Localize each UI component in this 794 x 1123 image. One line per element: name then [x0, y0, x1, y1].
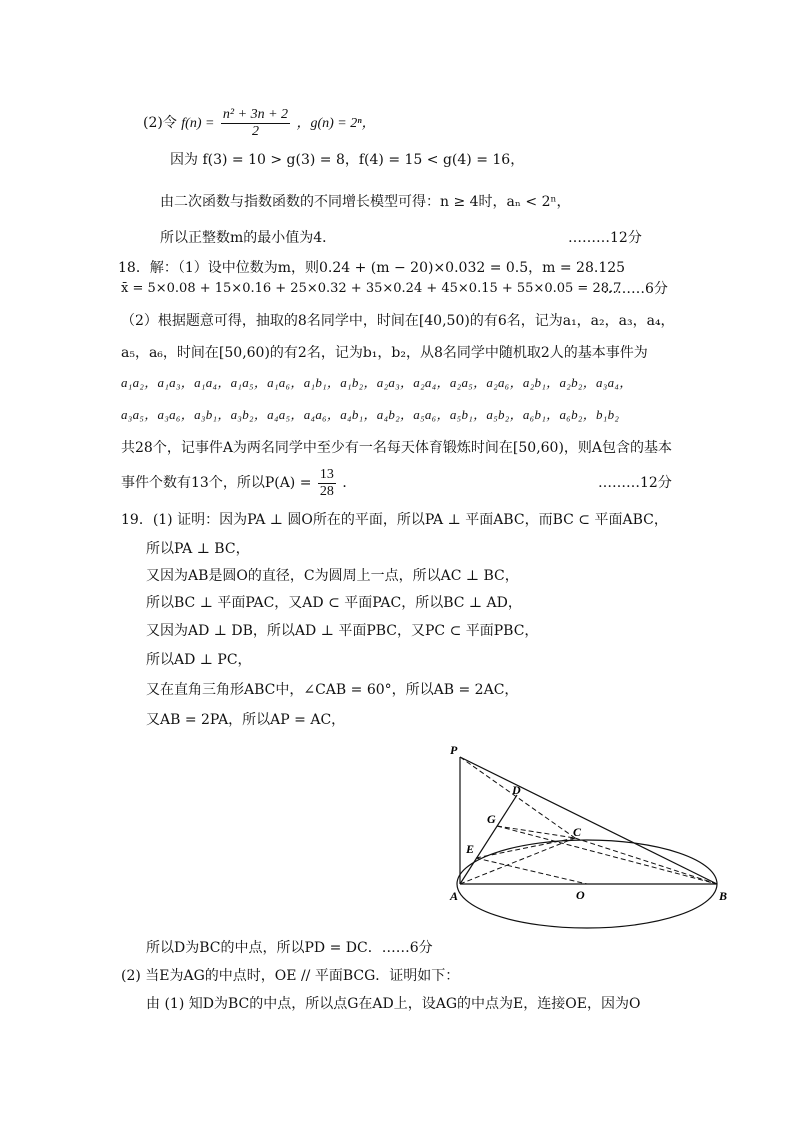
p19-line4: 所以BC ⊥ 平面PAC，又AD ⊂ 平面PAC，所以BC ⊥ AD，: [146, 595, 522, 611]
label-D: D: [512, 783, 521, 797]
pa-fraction: [318, 467, 336, 500]
p17-line1: [143, 106, 376, 140]
label-P: P: [450, 743, 458, 757]
f-lhs: f(n) =: [181, 116, 215, 131]
label-E: E: [466, 842, 475, 856]
p19-line2: 所以PA ⊥ BC，: [146, 541, 250, 557]
p19-line11: 由 (1) 知D为BC的中点，所以点G在AD上，设AG的中点为E，连接OE，因为O: [146, 996, 641, 1012]
segment-PC: [460, 757, 575, 838]
f-denominator: 2: [251, 123, 259, 139]
label-C: C: [573, 825, 582, 839]
f-numerator: n² + 3n + 2: [222, 106, 289, 122]
p18-line2: x̄ = 5×0.08 + 15×0.16 + 25×0.32 + 35×0.24 + 45×0.15 + 55×0.05 = 28.7: [121, 281, 622, 296]
p18-line4: a₅，a₆，时间在[50,60)的有2名，记为b₁，b₂，从8名同学中随机取2人的基本事件为: [121, 345, 648, 361]
f-fraction: [221, 107, 290, 140]
p17-line1-suffix: ，g(n) = 2ⁿ，: [296, 116, 376, 131]
label-O: O: [576, 888, 585, 902]
p18-score-12: ………12分: [598, 475, 672, 491]
p19-line7: 又在直角三角形ABC中，∠CAB = 60°，所以AB = 2AC，: [146, 682, 519, 698]
p17-line4: 所以正整数m的最小值为4．: [160, 230, 337, 246]
p19-line8: 又AB = 2PA，所以AP = AC，: [146, 712, 346, 728]
segment-AD: [460, 795, 517, 884]
p17-line2: 因为 f(3) = 10 > g(3) = 8，f(4) = 15 < g(4) = 16，: [170, 152, 525, 168]
p19-line3: 又因为AB是圆O的直径，C为圆周上一点，所以AC ⊥ BC，: [146, 568, 519, 584]
p18-line5: a₁a₂，a₁a₃，a₁a₄，a₁a₅，a₁a₆，a₁b₁，a₁b₂，a₂a₃，a₂a₄，a₂a₅，a₂a₆，a₂b₁，a₂b₂，a₃a₄，: [121, 375, 633, 390]
p17-score: ………12分: [568, 230, 642, 246]
p18-score-6: ………6分: [603, 281, 668, 297]
p19-line10: (2) 当E为AG的中点时，OE // 平面BCG．证明如下：: [121, 968, 460, 984]
p18-line3: （2）根据题意可得，抽取的8名同学中，时间在[40,50)的有6名，记为a₁，a₂，a₃，a₄，: [121, 313, 675, 329]
p17-line1-prefix: (2)令: [143, 115, 177, 131]
p19-line5: 又因为AD ⊥ DB，所以AD ⊥ 平面PBC，又PC ⊂ 平面PBC，: [146, 623, 539, 639]
p18-line7: 共28个，记事件A为两名同学中至少有一名每天体育锻炼时间在[50,60)，则A包含的基本: [121, 440, 673, 456]
geometry-figure: [440, 740, 760, 940]
p18-line8: [121, 466, 356, 500]
label-B: B: [719, 889, 728, 903]
p18-line6: a₃a₅，a₃a₆，a₃b₁，a₃b₂，a₄a₅，a₄a₆，a₄b₁，a₄b₂，a₅a₆，a₅b₁，a₅b₂，a₆b₁，a₆b₂，b₁b₂: [121, 407, 620, 422]
p18-line1: 18．解：（1）设中位数为m，则0.24 + (m − 20)×0.032 = 0.5，m = 28.125: [118, 260, 626, 276]
pa-numerator: 13: [319, 466, 334, 482]
p19-line9: 所以D为BC的中点，所以PD = DC．……6分: [146, 940, 433, 956]
p17-line3: 由二次函数与指数函数的不同增长模型可得：n ≥ 4时，aₙ < 2ⁿ，: [160, 194, 571, 210]
p18-line8-suffix: ．: [342, 475, 357, 491]
segment-PB: [460, 757, 717, 884]
p19-line6: 所以AD ⊥ PC，: [146, 652, 252, 668]
label-G: G: [487, 812, 496, 826]
pa-denominator: 28: [319, 483, 334, 499]
p19-line1: 19．(1) 证明：因为PA ⊥ 圆O所在的平面，所以PA ⊥ 平面ABC，而BC ⊂ 平面ABC，: [121, 512, 668, 528]
p18-line8-prefix: 事件个数有13个，所以P(A) =: [121, 475, 312, 491]
label-A: A: [450, 889, 459, 903]
